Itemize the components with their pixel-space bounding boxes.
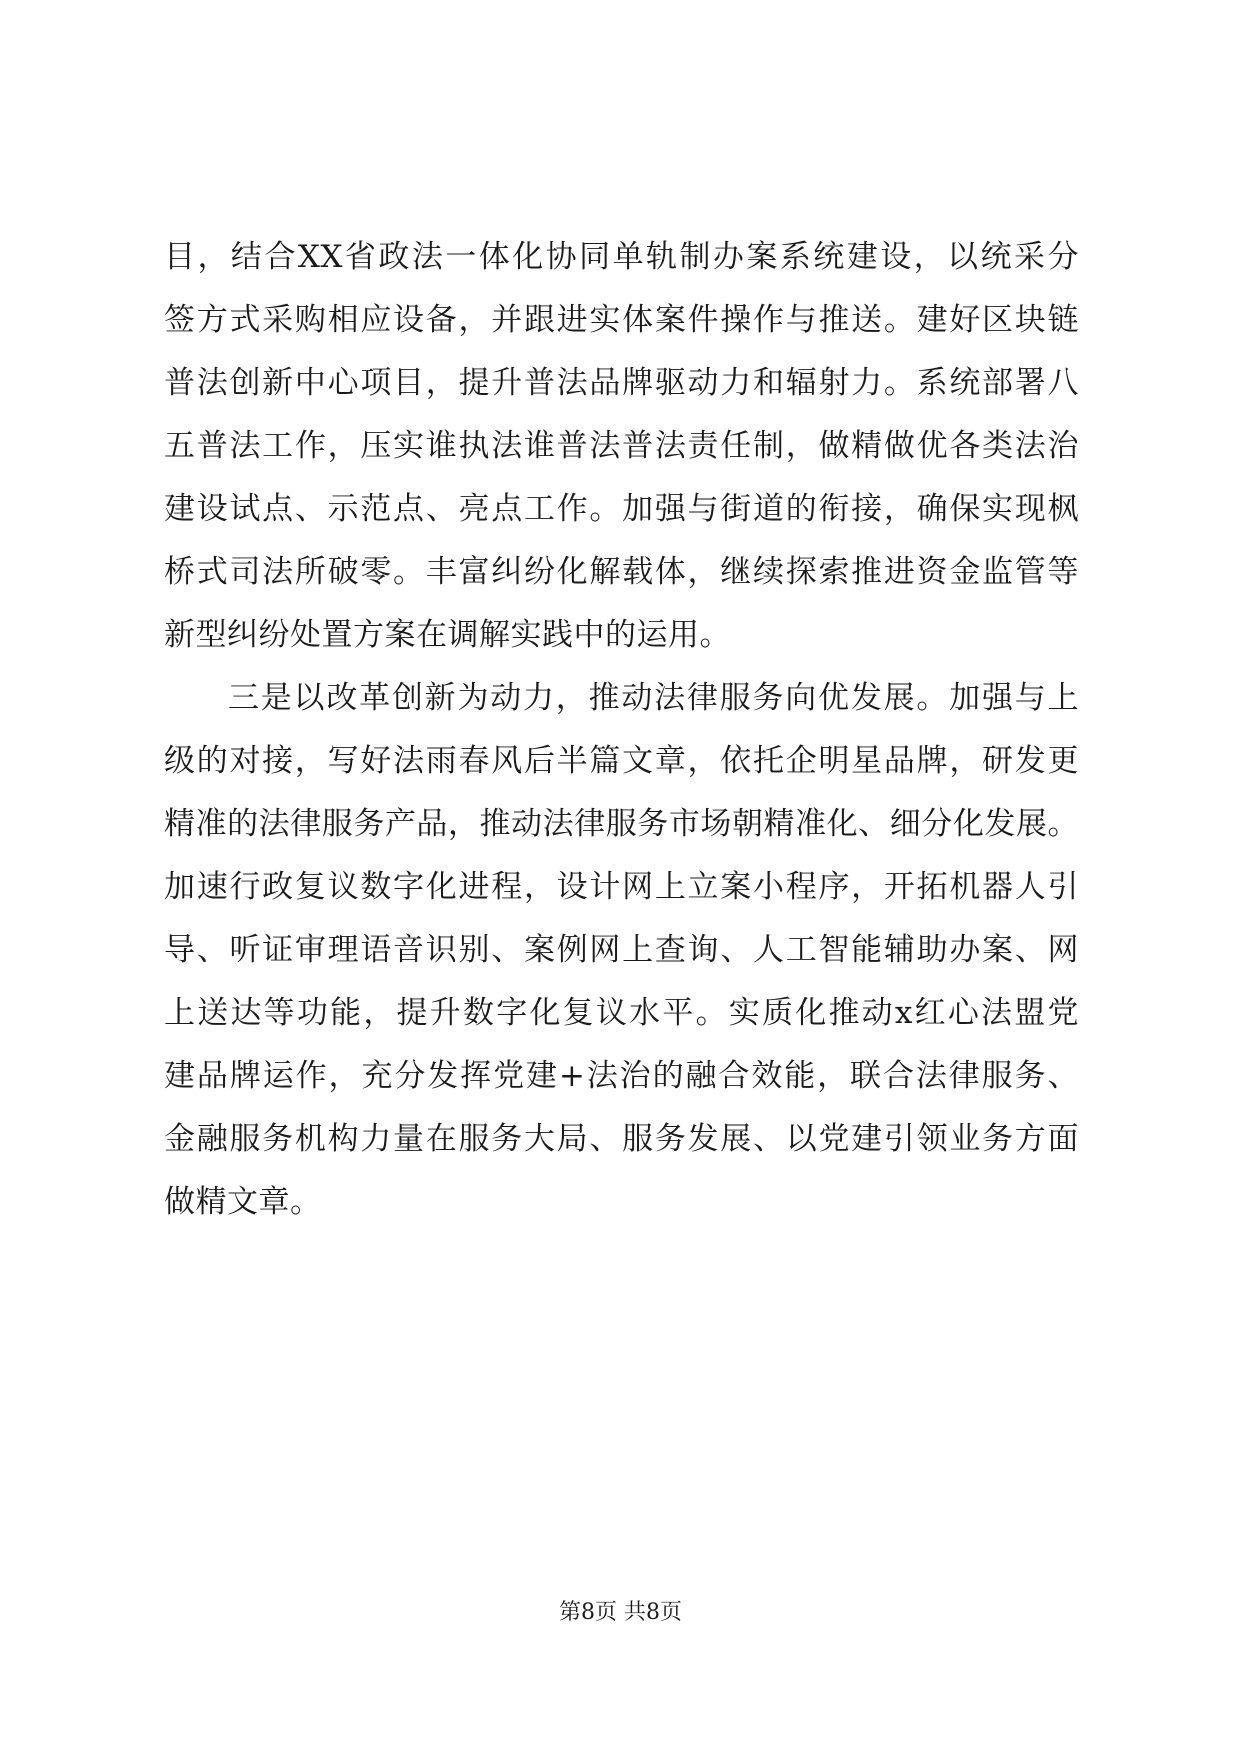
paragraph-1-line-1: 目，结合XX省政法一体化协同单轨制办案系统建设，以统采分 xyxy=(164,239,1079,275)
paragraph-1-line-7: 新型纠纷处置方案在调解实践中的运用。 xyxy=(164,617,731,653)
paragraph-2-line-4: 加速行政复议数字化进程，设计网上立案小程序，开拓机器人引 xyxy=(164,869,1079,905)
paragraph-1 xyxy=(164,226,1079,667)
paragraph-2-line-3: 精准的法律服务产品，推动法律服务市场朝精准化、细分化发展。 xyxy=(164,806,1079,842)
paragraph-2-line-6: 上送达等功能，提升数字化复议水平。实质化推动x红心法盟党 xyxy=(164,995,1079,1031)
paragraph-2-line-7: 建品牌运作，充分发挥党建+法治的融合效能，联合法律服务、 xyxy=(164,1058,1079,1094)
page-number-footer: 第8页 共8页 xyxy=(559,1600,682,1625)
paragraph-1-line-4: 五普法工作，压实谁执法谁普法普法责任制，做精做优各类法治 xyxy=(164,428,1079,464)
document-body xyxy=(164,226,1079,1234)
paragraph-1-line-5: 建设试点、示范点、亮点工作。加强与街道的衔接，确保实现枫 xyxy=(164,491,1079,527)
paragraph-1-line-3: 普法创新中心项目，提升普法品牌驱动力和辐射力。系统部署八 xyxy=(164,365,1079,401)
paragraph-1-line-2: 签方式采购相应设备，并跟进实体案件操作与推送。建好区块链 xyxy=(164,302,1079,338)
paragraph-2-line-8: 金融服务机构力量在服务大局、服务发展、以党建引领业务方面 xyxy=(164,1121,1079,1157)
paragraph-2-line-5: 导、听证审理语音识别、案例网上查询、人工智能辅助办案、网 xyxy=(164,932,1079,968)
paragraph-1-line-6: 桥式司法所破零。丰富纠纷化解载体，继续探索推进资金监管等 xyxy=(164,554,1079,590)
paragraph-2-line-2: 级的对接，写好法雨春风后半篇文章，依托企明星品牌，研发更 xyxy=(164,743,1079,779)
paragraph-2 xyxy=(164,667,1079,1234)
paragraph-2-line-9: 做精文章。 xyxy=(164,1184,322,1220)
paragraph-2-line-1: 三是以改革创新为动力，推动法律服务向优发展。加强与上 xyxy=(228,680,1079,716)
